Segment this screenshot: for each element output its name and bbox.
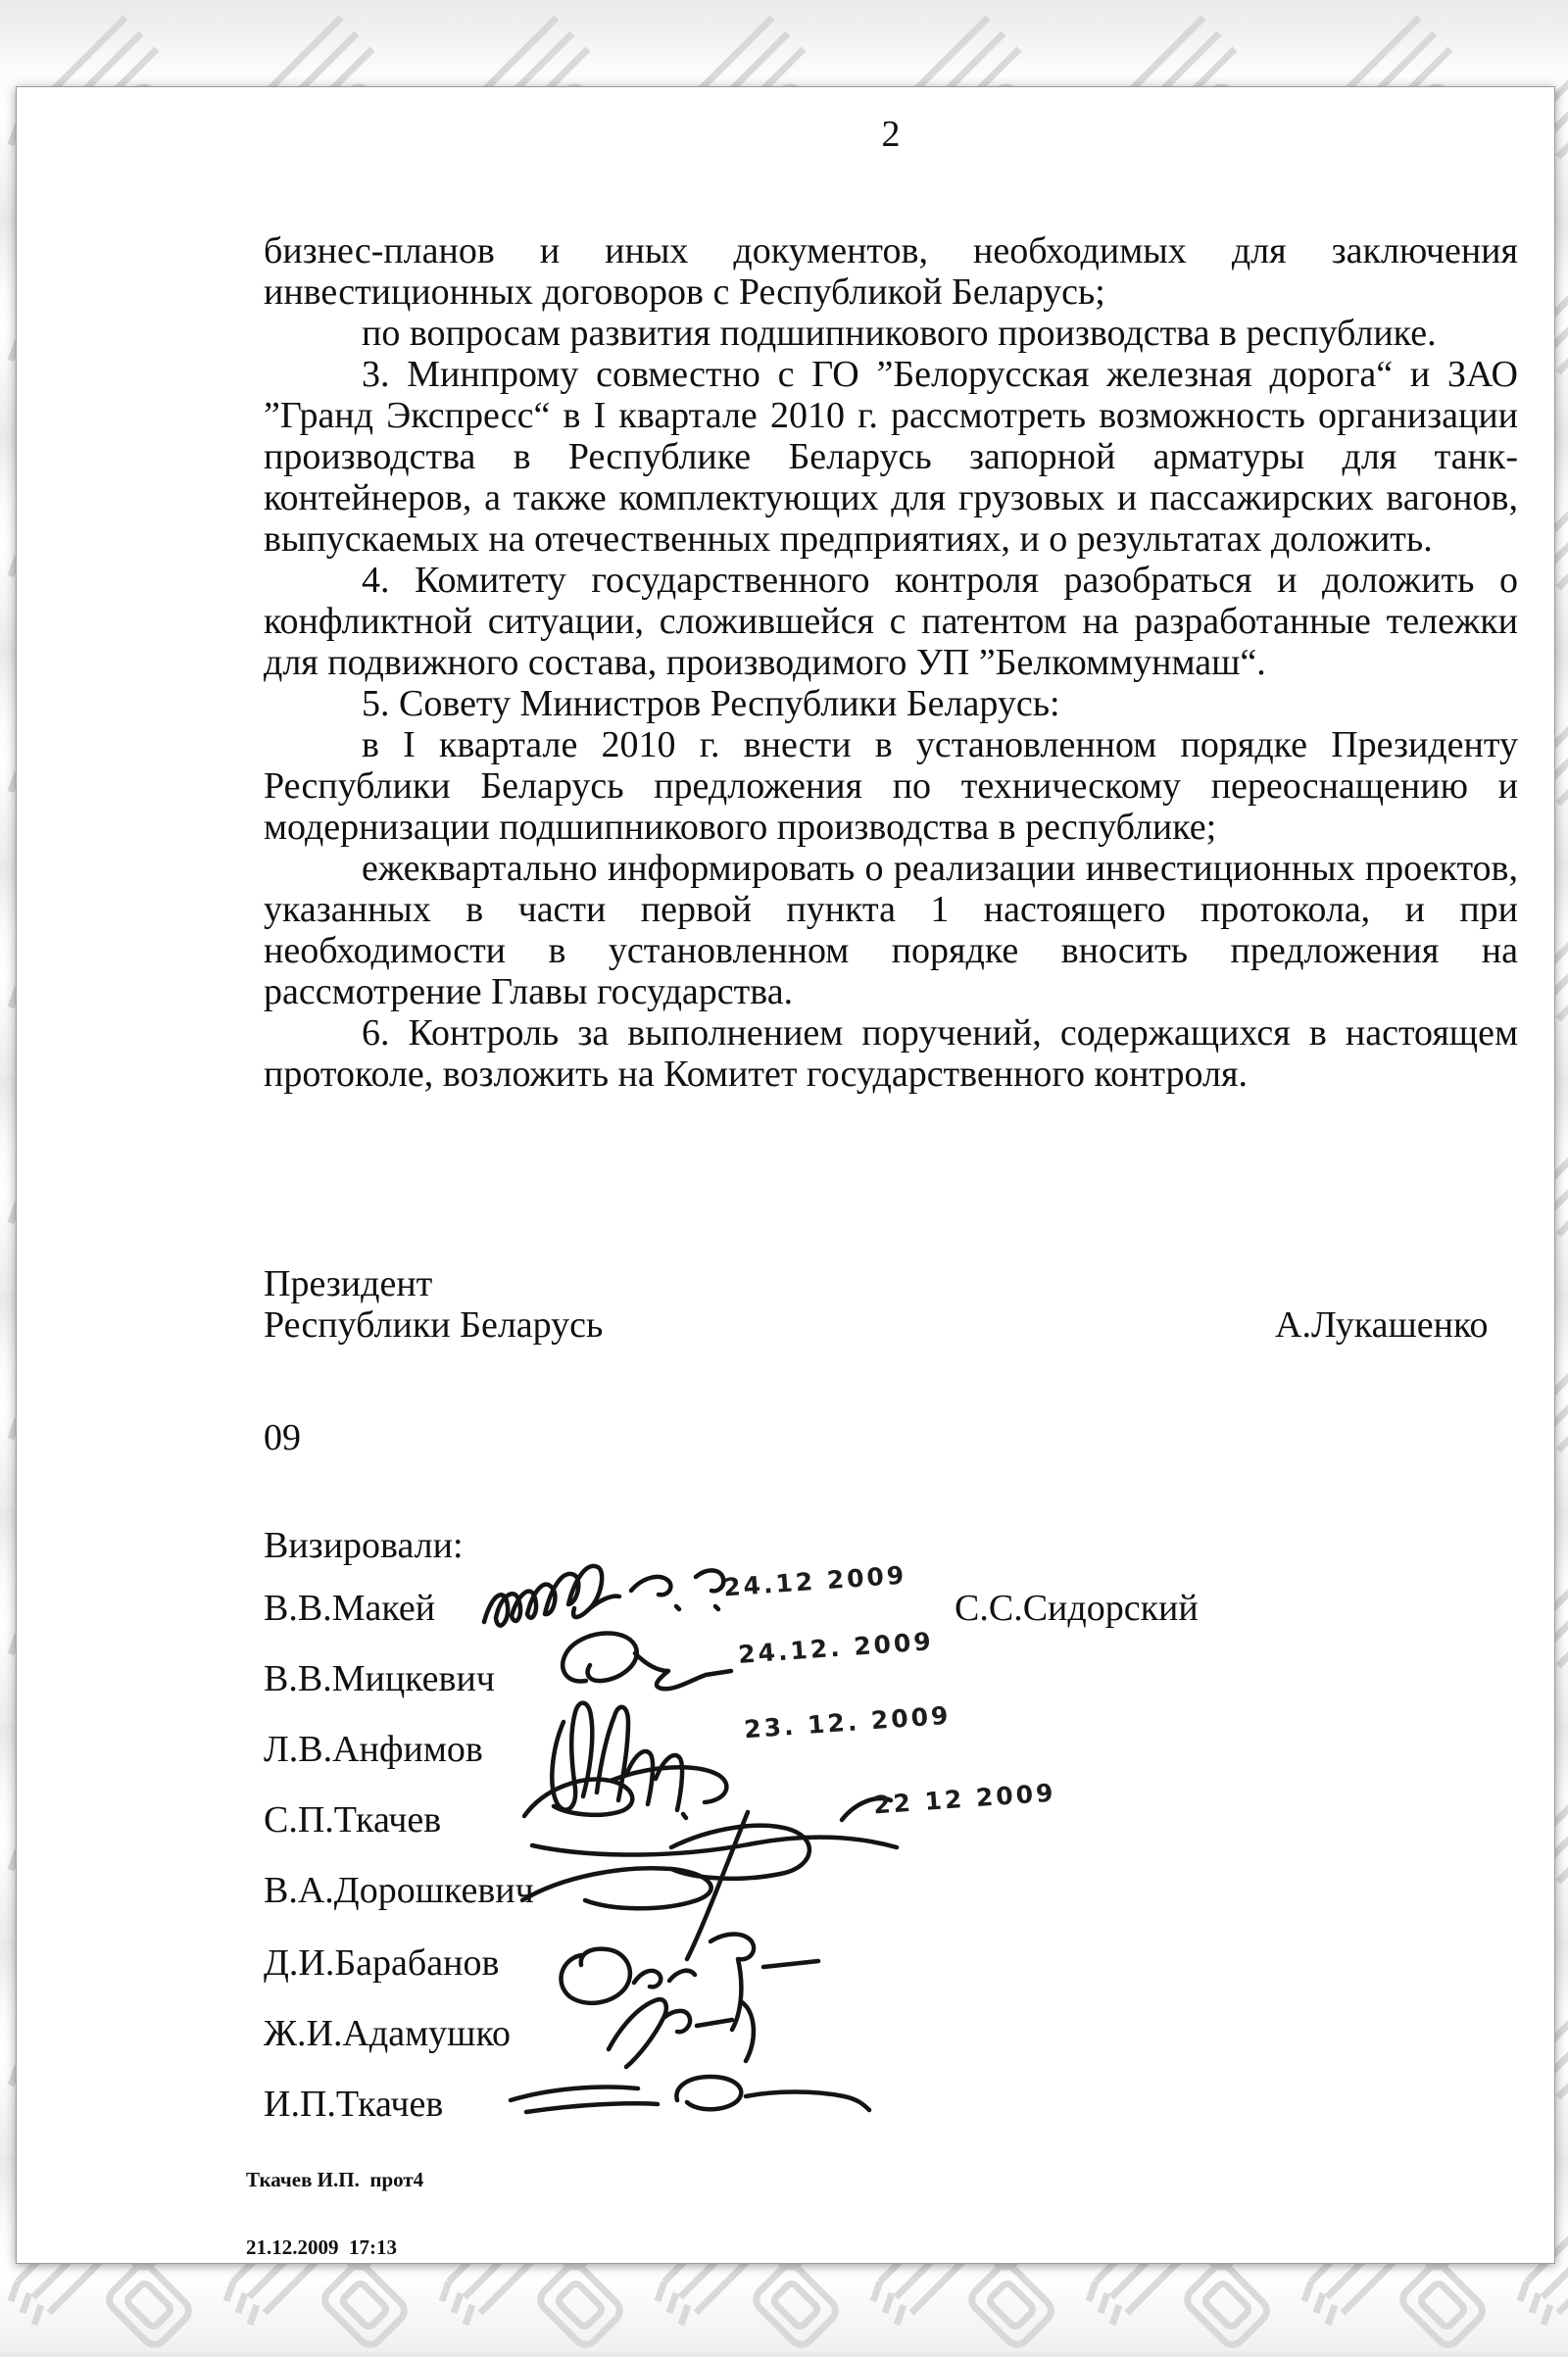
body-paragraph: бизнес-планов и иных документов, необходимых для заключения инвестиционных договоров с Республикой Беларусь; [264, 230, 1518, 313]
visa-name: Д.И.Барабанов [264, 1942, 500, 1984]
visa-name: В.В.Мицкевич [264, 1658, 495, 1699]
body-paragraph: 6. Контроль за выполнением поручений, содержащихся в настоящем протоколе, возложить на Комитет государственного контроля. [264, 1012, 1518, 1095]
footer-line: 21.12.2009 17:13 [246, 2235, 397, 2259]
visa-counter-sign: С.С.Сидорский [955, 1588, 1199, 1629]
signer-title-line: Республики Беларусь [264, 1304, 604, 1346]
visa-row [264, 2077, 1518, 2147]
visa-label: Визировали: [264, 1525, 464, 1566]
body-paragraph: 3. Минпрому совместно с ГО ”Белорусская железная дорога“ и ЗАО ”Гранд Экспресс“ в I квартале 2010 г. рассмотреть возможность организации производства в Республике Беларусь запорной арматуры для танк-контейнеров, а также комплектующих для грузовых и пассажирских вагонов, выпускаемых на отечественных предприятиях, и о результатах доложить. [264, 354, 1518, 560]
visa-row [264, 1863, 1518, 1934]
signature-adamushko [587, 1979, 763, 2077]
visa-row [264, 1778, 1518, 1863]
president-signature-block [264, 1263, 1518, 1346]
visa-row [264, 1936, 1518, 2006]
visa-name: Л.В.Анфимов [264, 1729, 483, 1770]
document-page [16, 86, 1555, 2264]
body-paragraph: 5. Совету Министров Республики Беларусь: [362, 683, 1060, 724]
body-paragraph: ежеквартально информировать о реализации инвестиционных проектов, указанных в части первой пункта 1 настоящего протокола, и при необходимости в установленном порядке вносить предложения на рассмотрение Главы государства. [264, 848, 1518, 1012]
visa-name: С.П.Ткачев [264, 1799, 442, 1841]
document-content [246, 87, 1518, 2263]
page-number: 2 [881, 114, 901, 155]
signer-title-line: Президент [264, 1263, 433, 1304]
document-body [264, 230, 1518, 1095]
handwritten-date: 22 12 2009 [872, 1778, 1057, 1820]
signature-tkachev-ip [497, 2063, 869, 2132]
document-footer [246, 2124, 423, 2304]
body-paragraph: 4. Комитету государственного контроля разобраться и доложить о конфликтной ситуации, сложившейся с патентом на разработанные тележки для подвижного состава, производимого УП ”Белкоммунмаш“. [264, 560, 1518, 683]
handwritten-date: 23. 12. 2009 [743, 1700, 953, 1744]
visa-name: В.В.Макей [264, 1588, 436, 1629]
doc-code: 09 [264, 1417, 301, 1458]
visa-name: Ж.И.Адамушко [264, 2013, 511, 2054]
handwritten-date: 24.12 2009 [722, 1560, 908, 1602]
footer-line: Ткачев И.П. прот4 [246, 2168, 424, 2191]
visa-name: И.П.Ткачев [264, 2084, 444, 2125]
handwritten-date: 24.12. 2009 [737, 1627, 935, 1669]
body-paragraph: в I квартале 2010 г. внести в установленном порядке Президенту Республики Беларусь предложения по техническому переоснащению и модернизации подшипникового производства в республике; [264, 724, 1518, 848]
visa-name: В.А.Дорошкевич [264, 1870, 534, 1911]
visa-row [264, 2006, 1518, 2077]
signer-name: А.Лукашенко [1275, 1304, 1489, 1346]
body-paragraph: по вопросам развития подшипникового производства в республике. [362, 313, 1437, 354]
